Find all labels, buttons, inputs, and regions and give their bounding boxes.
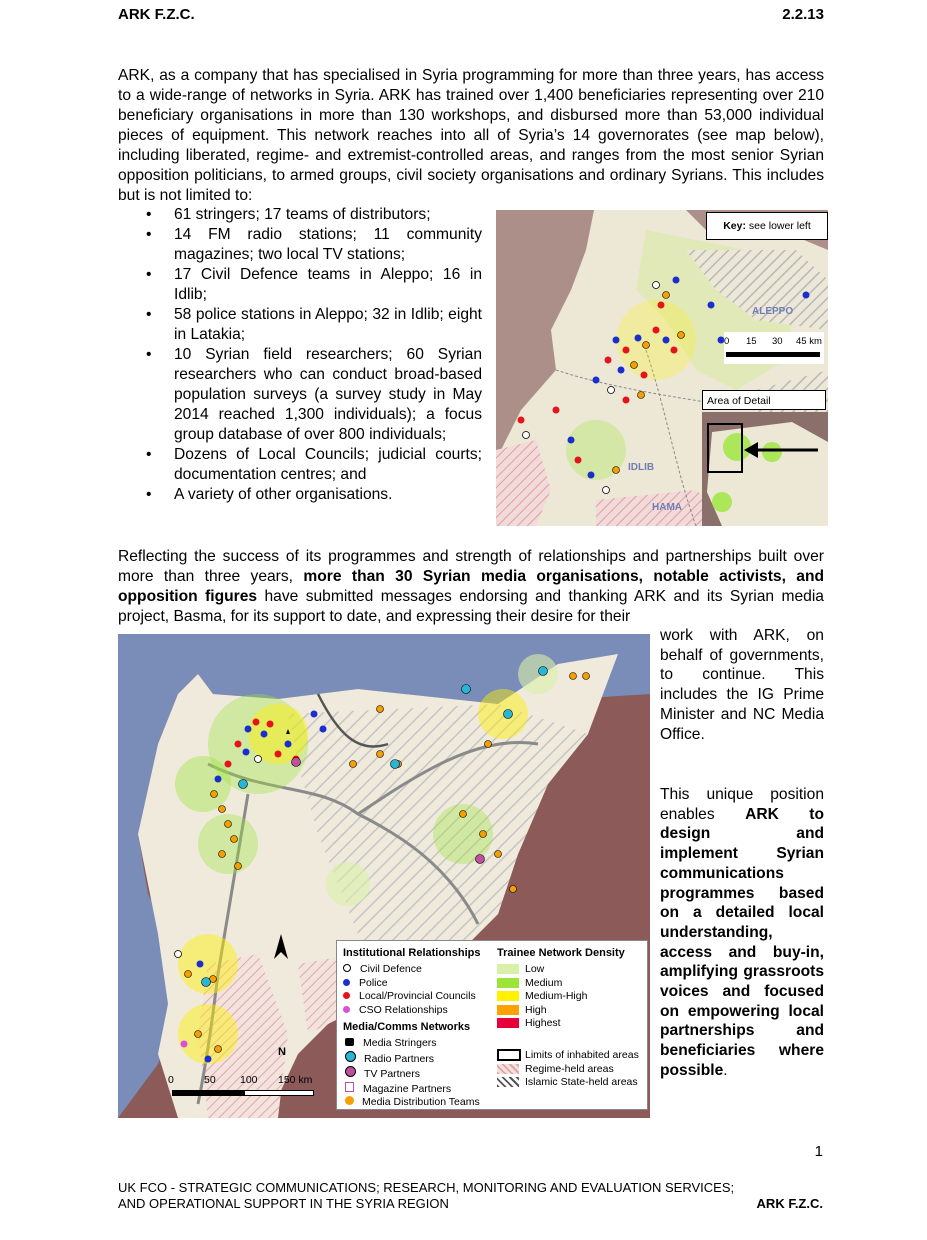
list-item: • 14 FM radio stations; 11 community magazines; two local TV stations; (146, 225, 482, 265)
scale-tick: 45 km (796, 336, 822, 347)
legend-item: Civil Defence (343, 963, 476, 977)
legend-item: Regime-held areas (497, 1063, 639, 1077)
legend-item: Media Distribution Teams (345, 1096, 480, 1110)
legend-item: Islamic State-held areas (497, 1076, 639, 1090)
density-swatch (497, 1018, 519, 1028)
legend-areas-list (497, 1049, 639, 1090)
legend-item: Medium-High (497, 990, 587, 1004)
place-hama: HAMA (652, 502, 682, 513)
council-marker-icon (343, 992, 350, 999)
para2-text: Reflecting the success of its programmes and strength of relationships and partnerships built over more than three years, (118, 548, 824, 585)
civil-defence-marker-icon (343, 964, 351, 972)
north-arrow-label: N (278, 1046, 286, 1058)
police-marker-icon (343, 979, 350, 986)
legend-item: Low (497, 963, 587, 977)
detail-map (496, 210, 828, 526)
list-item: • Dozens of Local Councils; judicial courts; documentation centres; and (146, 445, 482, 485)
inhabited-limit-swatch (497, 1049, 521, 1061)
map-key-box (706, 212, 828, 240)
para2-text-end: have submitted messages endorsing and thanking ARK and its Syrian media project, Basma, for its support to date, and expressing their desire for their (118, 588, 824, 625)
legend-density-title: Trainee Network Density (497, 947, 625, 959)
side-paragraph-2: This unique position enables ARK to design and implement Syrian communications programmes based on a detailed local understanding, access and buy-in, amplifying grassroots voices and focused on empowering local partnerships and beneficiaries where possible. (660, 786, 824, 1079)
syria-map (118, 634, 650, 1118)
area-of-detail-label: Area of Detail (702, 390, 826, 410)
legend-item: Media Stringers (345, 1037, 480, 1051)
place-aleppo: ALEPPO (752, 306, 794, 317)
scale-tick: 0 (168, 1074, 174, 1086)
scale-bar-line (726, 352, 820, 357)
key-label: Key: (723, 220, 746, 232)
legend-item: High (497, 1004, 587, 1018)
side-paragraph-1: work with ARK, on behalf of governments, to continue. This includes the IG Prime Minister and NC Media Office. (660, 627, 824, 743)
regime-area-swatch (497, 1064, 519, 1074)
density-swatch (497, 1005, 519, 1015)
legend-item: CSO Relationships (343, 1004, 476, 1018)
is-area-swatch (497, 1077, 519, 1087)
legend-item: Radio Partners (345, 1051, 480, 1067)
map-legend (336, 940, 648, 1110)
footer-line-1: UK FCO - STRATEGIC COMMUNICATIONS; RESEARCH, MONITORING AND EVALUATION SERVICES; (118, 1180, 735, 1195)
inset-map-graphic (702, 412, 828, 526)
radio-icon (345, 1051, 356, 1062)
distribution-marker-icon (345, 1096, 354, 1105)
legend-item: Police (343, 977, 476, 991)
network-list (146, 205, 482, 505)
legend-inst-title: Institutional Relationships (343, 947, 481, 959)
inset-map (702, 412, 828, 526)
header-doc-number: 2.2.13 (782, 6, 824, 23)
scale-tick: 50 (204, 1074, 216, 1086)
para2-bold: more than 30 Syrian media organisations, notable activists, and opposition figures (118, 568, 824, 605)
magazine-icon (345, 1082, 354, 1092)
legend-item: Highest (497, 1017, 587, 1031)
scale-tick: 30 (772, 336, 783, 347)
density-swatch (497, 991, 519, 1001)
legend-media-list (345, 1037, 480, 1110)
legend-item: TV Partners (345, 1066, 480, 1082)
detail-scale-bar (724, 332, 824, 364)
list-item: • 10 Syrian field researchers; 60 Syrian researchers who can conduct broad-based population surveys (a survey study in May 2014 reached 1,300 individuals); a focus group database of over 800 individuals; (146, 345, 482, 445)
list-item: • 17 Civil Defence teams in Aleppo; 16 in Idlib; (146, 265, 482, 305)
list-item: • 61 stringers; 17 teams of distributors; (146, 205, 482, 225)
tv-icon (345, 1066, 356, 1077)
intro-paragraph: ARK, as a company that has specialised in Syria programming for more than three years, has access to a wide-range of networks in Syria. ARK has trained over 1,400 beneficiaries representing over 210 beneficiary organisations in more than 130 workshops, and disbursed more than 53,000 individual pieces of equipment. This network reaches into all of Syria’s 14 governorates (see map below), including liberated, regime- and extremist-controlled areas, and ranges from the most senior Syrian opposition politicians, to armed groups, civil society organisations and ordinary Syrians. This includes but is not limited to: (118, 67, 824, 204)
header-company: ARK F.Z.C. (118, 6, 195, 23)
camera-icon (345, 1038, 354, 1046)
place-idlib: IDLIB (628, 462, 655, 473)
legend-item: Limits of inhabited areas (497, 1049, 639, 1063)
legend-media-title: Media/Comms Networks (343, 1021, 471, 1033)
footer-line-2: AND OPERATIONAL SUPPORT IN THE SYRIA REGION (118, 1196, 449, 1211)
legend-item: Medium (497, 977, 587, 991)
page-number: 1 (814, 1143, 823, 1160)
scale-tick: 15 (746, 336, 757, 347)
list-item: • A variety of other organisations. (146, 485, 482, 505)
cso-marker-icon (343, 1006, 350, 1013)
scale-tick: 0 (724, 336, 730, 347)
scale-tick: 150 km (278, 1074, 313, 1086)
scale-tick: 100 (240, 1074, 258, 1086)
density-swatch (497, 978, 519, 988)
density-swatch (497, 964, 519, 974)
key-text: see lower left (748, 220, 811, 232)
legend-item: Local/Provincial Councils (343, 990, 476, 1004)
main-scale-bar (168, 1074, 318, 1100)
endorsement-paragraph (118, 547, 824, 627)
list-item: • 58 police stations in Aleppo; 32 in Idlib; eight in Latakia; (146, 305, 482, 345)
footer-company: ARK F.Z.C. (756, 1196, 823, 1211)
legend-density-list (497, 963, 587, 1031)
legend-item: Magazine Partners (345, 1082, 480, 1097)
legend-inst-list (343, 963, 476, 1017)
